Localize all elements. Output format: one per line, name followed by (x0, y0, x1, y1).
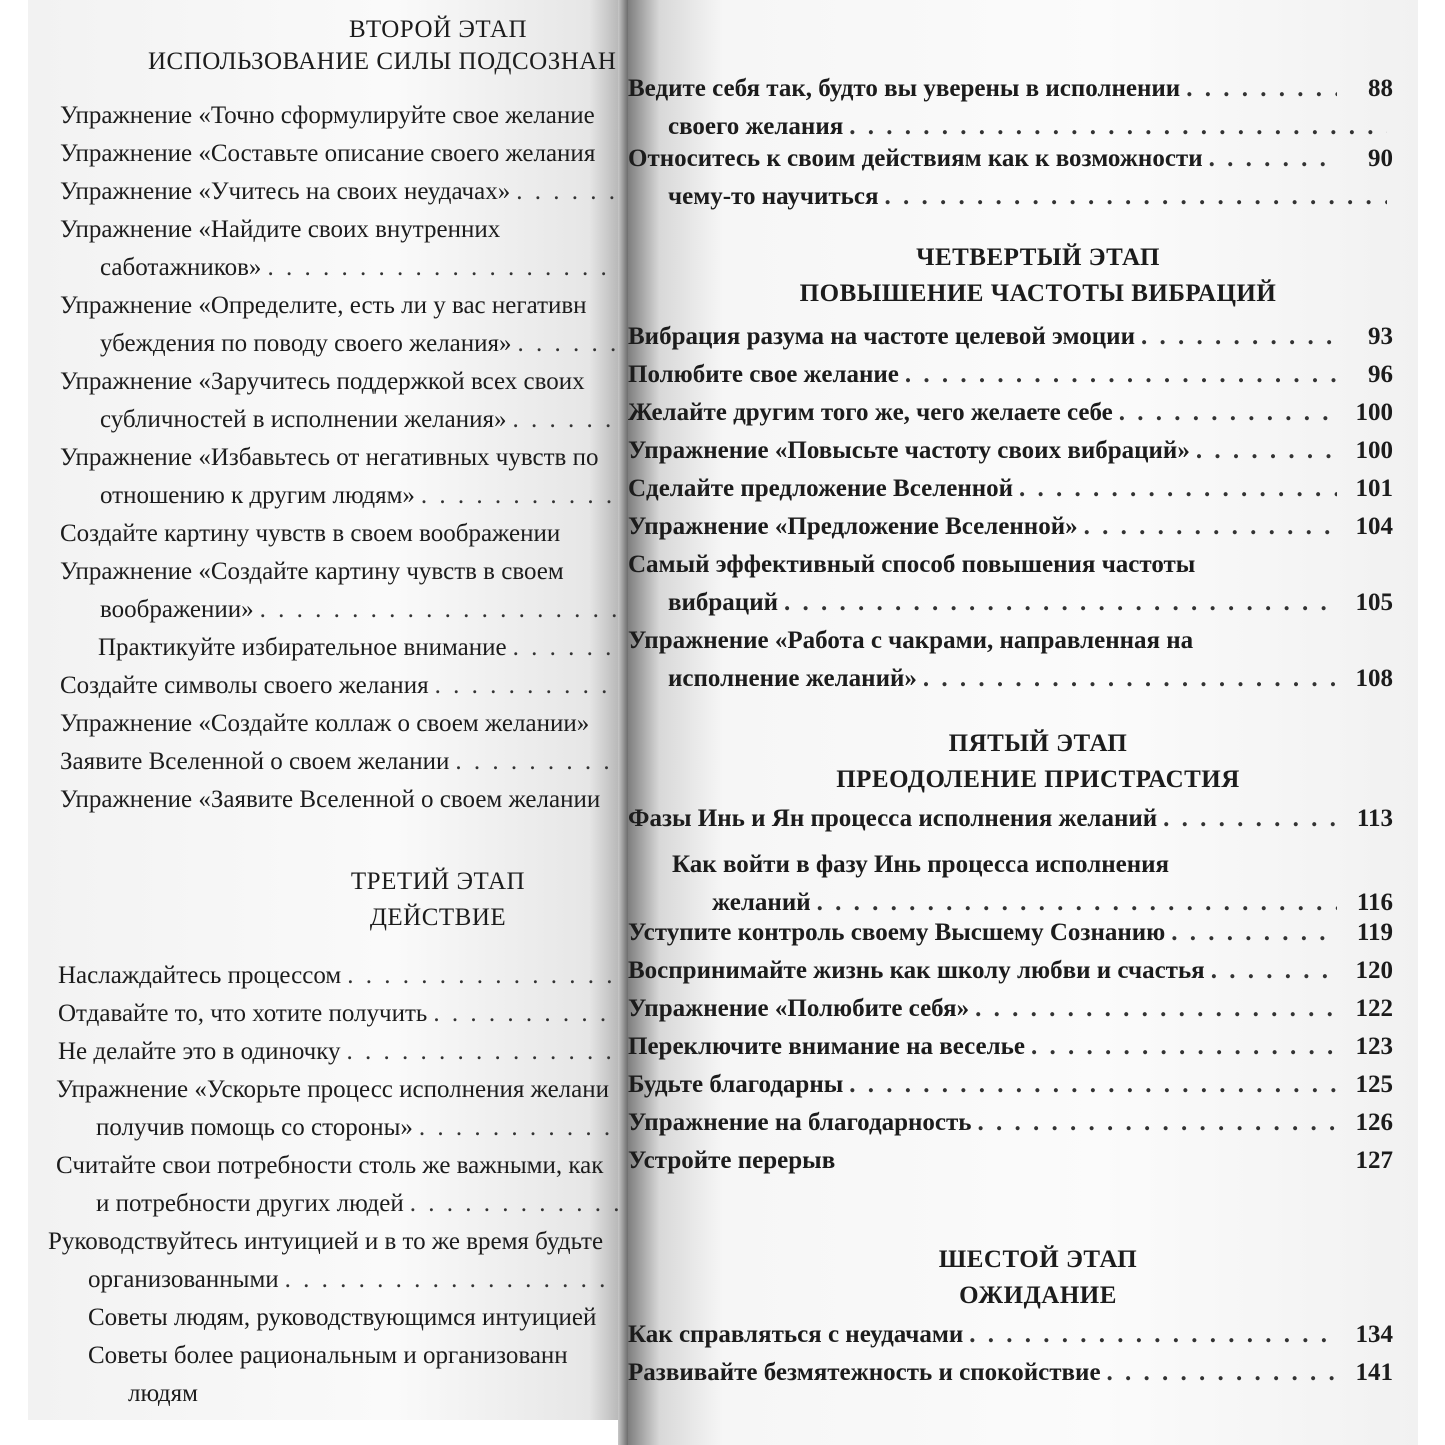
dot-leader (410, 1185, 638, 1223)
toc-entry[interactable]: Считайте свои потребности столь же важными, как и потребности других людей . . . (56, 1147, 638, 1223)
toc-entry[interactable]: Упражнение «Определите, есть ли у вас негативн убеждения по поводу своего желания» . . . (60, 287, 638, 363)
dot-leader (419, 1109, 638, 1147)
toc-entry[interactable]: Уступите контроль своему Высшему Сознанию . . . 119 (628, 914, 1393, 952)
page-number: 93 (1368, 323, 1393, 350)
toc-entry[interactable]: Полюбите свое желание . . . 96 (628, 356, 1393, 394)
page-number: 120 (1355, 957, 1393, 984)
dot-leader (1119, 394, 1337, 432)
page-number: 105 (1355, 589, 1393, 616)
page-number: 123 (1355, 1033, 1393, 1060)
toc-entry[interactable]: Самый эффективный способ повышения частоты вибраций . . . 105 (628, 546, 1393, 622)
toc-entry[interactable]: Упражнение «Ускорьте процесс исполнения желани получив помощь со стороны» . . . (56, 1071, 638, 1147)
stage4-title: ЧЕТВЕРТЫЙ ЭТАП ПОВЫШЕНИЕ ЧАСТОТЫ ВИБРАЦИЙ (788, 240, 1288, 312)
left-page (28, 0, 638, 1420)
stage4-subtitle: ПОВЫШЕНИЕ ЧАСТОТЫ ВИБРАЦИЙ (799, 280, 1277, 307)
page-number: 108 (1355, 665, 1393, 692)
toc-entry[interactable]: Советы людям, руководствующимся интуицией (88, 1304, 597, 1331)
dot-leader (433, 995, 638, 1033)
toc-entry[interactable]: Упражнение «Создайте картину чувств в своем воображении» . . . (60, 553, 638, 629)
dot-leader (905, 356, 1337, 394)
toc-entry[interactable]: Упражнение «Полюбите себя» . . . 122 (628, 990, 1393, 1028)
toc-entry[interactable]: Упражнение «Заручитесь поддержкой всех своих субличностей в исполнении желания» . . . (60, 363, 638, 439)
toc-entry[interactable]: Отдавайте то, что хотите получить . . . (58, 995, 638, 1033)
stage3-subtitle: ДЕЙСТВИЕ (369, 904, 507, 931)
page-number: 88 (1368, 75, 1393, 102)
toc-entry[interactable]: Упражнение «Избавьтесь от негативных чувств по отношению к другим людям» . . . (60, 439, 638, 515)
toc-entry[interactable]: Упражнение «Заявите Вселенной о своем желании (60, 786, 601, 813)
page-number: 90 (1368, 145, 1393, 172)
dot-leader (1196, 432, 1337, 470)
dot-leader (969, 1316, 1337, 1354)
toc-entry[interactable]: Как войти в фазу Инь процесса исполнения желаний . . . 116 (672, 846, 1393, 922)
toc-entry[interactable]: Упражнение «Найдите своих внутренних саботажников» . . . (60, 211, 638, 287)
dot-leader (885, 178, 1387, 216)
toc-entry[interactable]: Переключите внимание на веселье . . . 123 (628, 1028, 1393, 1066)
toc-entry[interactable]: Ведите себя так, будто вы уверены в исполнении . . . 88 своего желания . . . (628, 70, 1393, 146)
toc-entry[interactable]: Будьте благодарны . . . 125 (628, 1066, 1393, 1104)
dot-leader (285, 1261, 632, 1299)
toc-entry[interactable]: Упражнение «Повысьте частоту своих вибраций» . . . 100 (628, 432, 1393, 470)
right-page (628, 0, 1418, 1445)
toc-entry[interactable]: Создайте картину чувств в своем воображении (60, 520, 561, 547)
stage2-subtitle: ИСПОЛЬЗОВАНИЕ СИЛЫ ПОДСОЗНАН (148, 48, 617, 75)
dot-leader (978, 1104, 1337, 1142)
dot-leader (1209, 140, 1337, 178)
page-number: 116 (1356, 889, 1393, 916)
page-number: 100 (1355, 399, 1393, 426)
dot-leader (1163, 800, 1337, 838)
page-number: 113 (1356, 805, 1393, 832)
toc-entry[interactable]: Наслаждайтесь процессом . . . (58, 957, 638, 995)
toc-entry[interactable]: Практикуйте избирательное внимание . . . (98, 629, 638, 667)
toc-entry[interactable]: Не делайте это в одиночку . . . (58, 1033, 638, 1071)
dot-leader (923, 660, 1337, 698)
stage6-title: ШЕСТОЙ ЭТАП ОЖИДАНИЕ (788, 1242, 1288, 1314)
toc-entry[interactable]: Руководствуйтесь интуицией и в то же время будьте организованными . . . (48, 1223, 638, 1299)
toc-entry[interactable]: Сделайте предложение Вселенной . . . 101 (628, 470, 1393, 508)
dot-leader (1084, 508, 1337, 546)
toc-entry[interactable]: Упражнение «Учитесь на своих неудачах» . . . (60, 173, 638, 211)
toc-entry[interactable]: Желайте другим того же, чего желаете себе . . . 100 (628, 394, 1393, 432)
page-number: 127 (1355, 1147, 1393, 1174)
dot-leader (267, 249, 638, 287)
toc-entry[interactable]: Упражнение «Создайте коллаж о своем желании» (60, 710, 590, 737)
stage5-subtitle: ПРЕОДОЛЕНИЕ ПРИСТРАСТИЯ (836, 766, 1240, 793)
toc-entry[interactable]: Упражнение «Составьте описание своего желания (60, 140, 596, 167)
toc-entry[interactable]: Как справляться с неудачами . . . 134 (628, 1316, 1393, 1354)
dot-leader (421, 477, 638, 515)
page-number: 141 (1355, 1359, 1393, 1386)
dot-leader (1141, 318, 1337, 356)
toc-entry[interactable]: Воспринимайте жизнь как школу любви и счастья . . . 120 (628, 952, 1393, 990)
toc-entry[interactable]: Упражнение «Точно сформулируйте свое желание (60, 102, 595, 129)
dot-leader (975, 990, 1337, 1028)
toc-entry[interactable]: Устройте перерыв 127 (628, 1142, 1393, 1180)
page-number: 101 (1355, 475, 1393, 502)
toc-entry[interactable]: Упражнение «Работа с чакрами, направленная на исполнение желаний» . . . 108 (628, 622, 1393, 698)
stage3-title: ТРЕТИЙ ЭТАП ДЕЙСТВИЕ (258, 864, 618, 936)
toc-entry[interactable]: Упражнение на благодарность . . . 126 (628, 1104, 1393, 1142)
dot-leader (1211, 952, 1337, 990)
toc-entry[interactable]: Развивайте безмятежность и спокойствие . . . 141 (628, 1354, 1393, 1392)
dot-leader (784, 584, 1337, 622)
stage6-subtitle: ОЖИДАНИЕ (959, 1282, 1117, 1309)
toc-entry[interactable]: Упражнение «Предложение Вселенной» . . . 104 (628, 508, 1393, 546)
stage5-title: ПЯТЫЙ ЭТАП ПРЕОДОЛЕНИЕ ПРИСТРАСТИЯ (788, 726, 1288, 798)
dot-leader (1107, 1354, 1337, 1392)
toc-entry[interactable]: Заявите Вселенной о своем желании . . . (60, 743, 638, 781)
toc-entry[interactable]: Вибрация разума на частоте целевой эмоции . . . 93 (628, 318, 1393, 356)
page-number: 122 (1355, 995, 1393, 1022)
dot-leader (1186, 70, 1337, 108)
toc-entry[interactable]: Создайте символы своего желания . . . (60, 667, 638, 705)
page-number: 134 (1355, 1321, 1393, 1348)
page-number: 96 (1368, 361, 1393, 388)
page-number: 100 (1355, 437, 1393, 464)
dot-leader (435, 667, 638, 705)
dot-leader (1019, 470, 1337, 508)
dot-leader (347, 957, 638, 995)
page-number: 126 (1355, 1109, 1393, 1136)
toc-entry[interactable]: Фазы Инь и Ян процесса исполнения желаний . . . 113 (628, 800, 1393, 838)
dot-leader (347, 1033, 638, 1071)
dot-leader (1171, 914, 1337, 952)
page-number: 119 (1356, 919, 1393, 946)
toc-entry[interactable]: Относитесь к своим действиям как к возможности . . . 90 чему-то научиться . . . (628, 140, 1393, 216)
dot-leader (849, 1066, 1337, 1104)
page-number: 125 (1355, 1071, 1393, 1098)
stage2-title: ВТОРОЙ ЭТАП (348, 16, 528, 43)
page-number: 104 (1355, 513, 1393, 540)
dot-leader (455, 743, 638, 781)
dot-leader (260, 591, 638, 629)
dot-leader (1031, 1028, 1337, 1066)
toc-entry[interactable]: Советы более рациональным и организованн людям (88, 1342, 568, 1407)
